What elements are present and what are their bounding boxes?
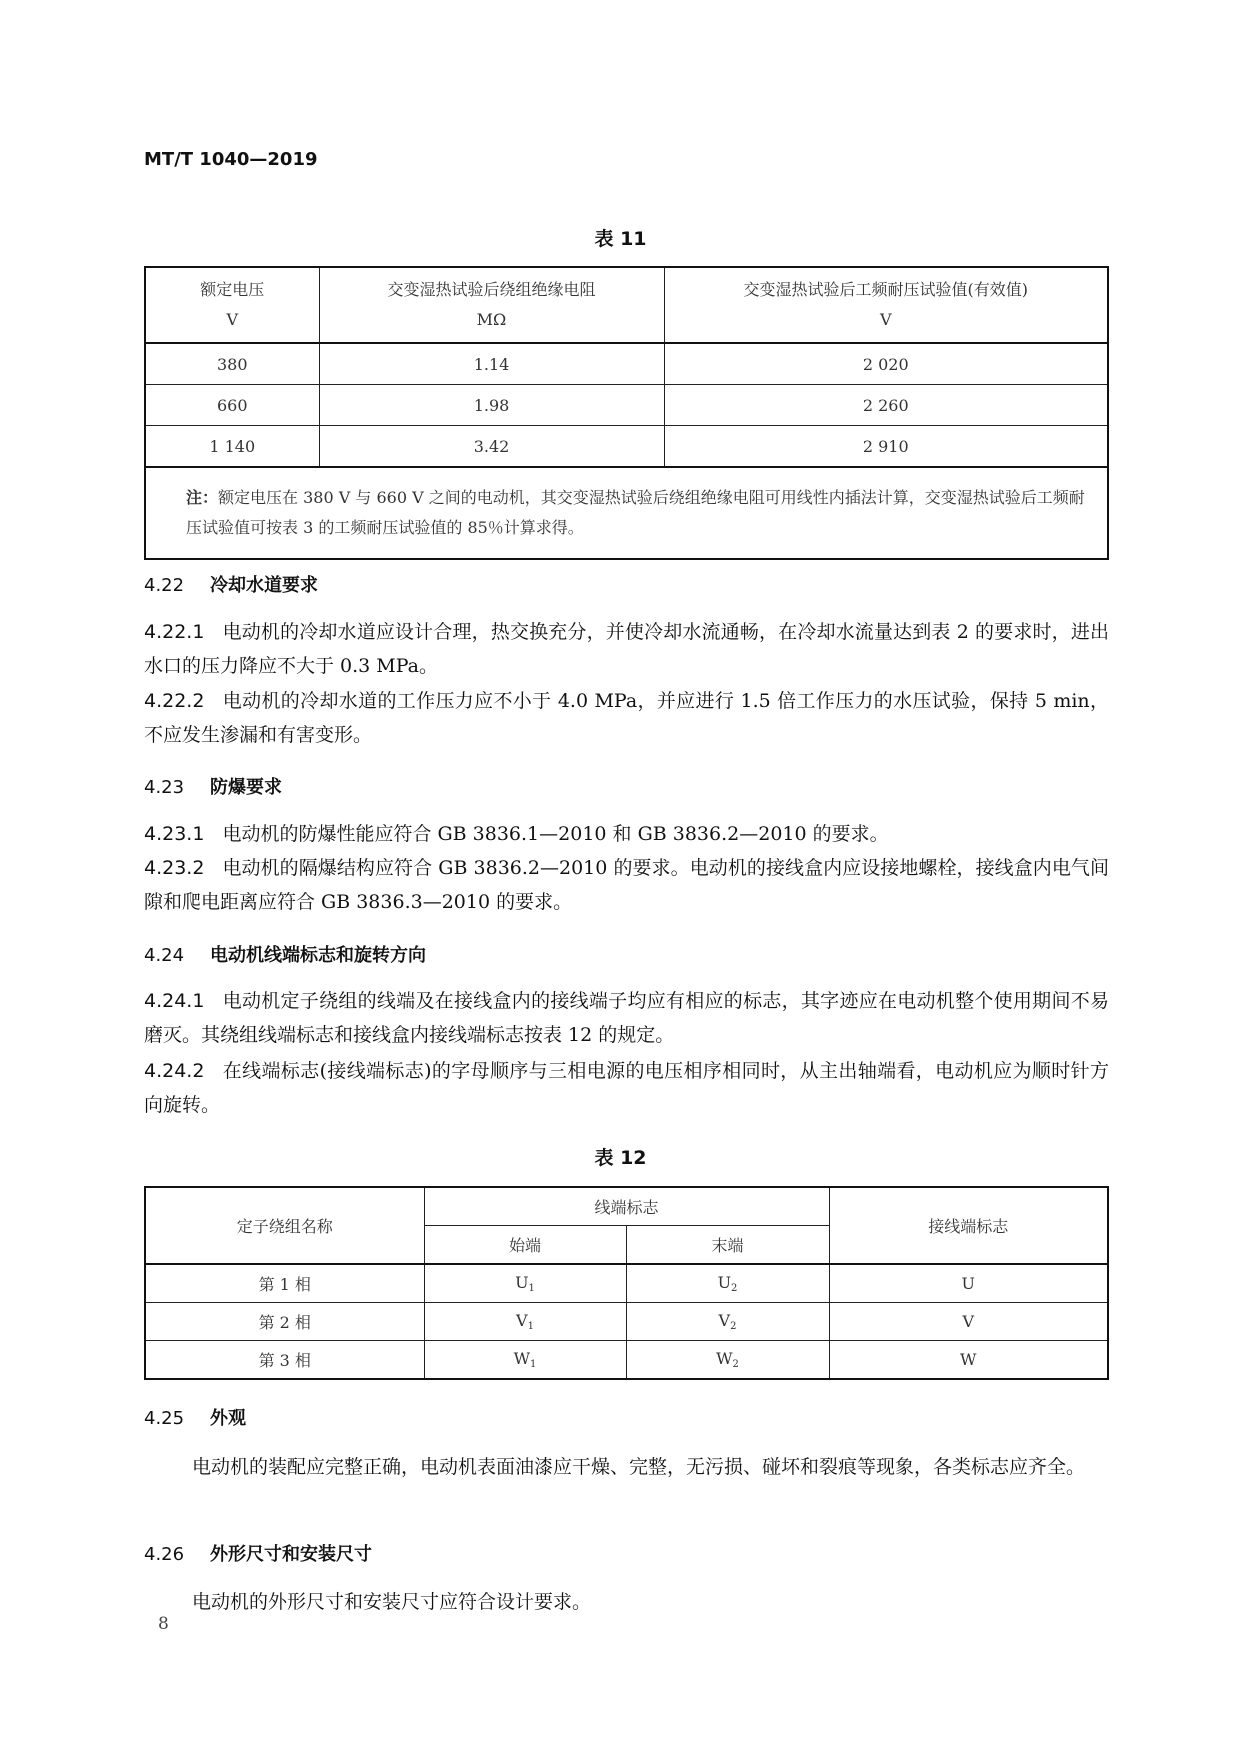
table-row <box>145 1264 1108 1303</box>
table-header-row <box>145 267 1108 343</box>
cell: 380 <box>145 343 319 385</box>
table-11-caption: 表 11 <box>594 228 647 250</box>
header-cell: 定子绕组名称 <box>145 1187 424 1264</box>
paragraph-4-22-2: 4.22.2 电动机的冷却水道的工作压力应不小于 4.0 MPa，并应进行 1.5 倍工作压力的水压试验，保持 5 min，不应发生渗漏和有害变形。 <box>144 690 1109 746</box>
cell: U <box>829 1264 1108 1303</box>
paragraph-4-23-2: 4.23.2 电动机的隔爆结构应符合 GB 3836.2—2010 的要求。电动机的接线盒内应设接地螺栓，接线盒内电气间隙和爬电距离应符合 GB 3836.3—2010 的要求。 <box>144 857 1109 913</box>
section-heading-4-22: 4.22 冷却水道要求 <box>144 575 318 596</box>
cell: 2 020 <box>664 343 1108 385</box>
section-heading-4-23: 4.23 防爆要求 <box>144 777 282 798</box>
cell: $U_1$ <box>424 1264 626 1303</box>
table-row <box>145 426 1108 468</box>
cell: 1 140 <box>145 426 319 468</box>
page-number: 8 <box>158 1614 169 1634</box>
table-header-row <box>145 1187 1108 1226</box>
cell: $W_2$ <box>626 1341 829 1380</box>
header-cell: 末端 <box>626 1226 829 1265</box>
cell: 2 260 <box>664 385 1108 426</box>
table-11 <box>144 266 1109 560</box>
header-cell: 始端 <box>424 1226 626 1265</box>
cell: W <box>829 1341 1108 1380</box>
cell: $V_2$ <box>626 1303 829 1341</box>
header-cell: 交变湿热试验后绕组绝缘电阻 MΩ <box>319 267 664 343</box>
cell: $W_1$ <box>424 1341 626 1380</box>
cell: 1.98 <box>319 385 664 426</box>
cell: 第 2 相 <box>145 1303 424 1341</box>
header-cell: 线端标志 <box>424 1187 829 1226</box>
section-heading-4-25: 4.25 外观 <box>144 1408 246 1429</box>
cell: 3.42 <box>319 426 664 468</box>
table-row <box>145 1341 1108 1380</box>
document-header: MT/T 1040—2019 <box>144 149 318 170</box>
cell: 2 910 <box>664 426 1108 468</box>
paragraph-4-24-2: 4.24.2 在线端标志(接线端标志)的字母顺序与三相电源的电压相序相同时，从主出轴端看，电动机应为顺时针方向旋转。 <box>144 1060 1109 1116</box>
paragraph-4-22-1: 4.22.1 电动机的冷却水道应设计合理，热交换充分，并使冷却水流通畅，在冷却水流量达到表 2 的要求时，进出水口的压力降应不大于 0.3 MPa。 <box>144 621 1109 677</box>
cell: 第 1 相 <box>145 1264 424 1303</box>
paragraph-4-26: 电动机的外形尺寸和安装尺寸应符合设计要求。 <box>192 1591 592 1613</box>
header-cell: 接线端标志 <box>829 1187 1108 1264</box>
header-cell: 额定电压 V <box>145 267 319 343</box>
section-heading-4-24: 4.24 电动机线端标志和旋转方向 <box>144 945 426 966</box>
paragraph-4-25: 电动机的装配应完整正确，电动机表面油漆应干燥、完整，无污损、碰坏和裂痕等现象，各类标志应齐全。 <box>192 1456 1086 1478</box>
table-12-caption: 表 12 <box>594 1147 647 1169</box>
cell: 1.14 <box>319 343 664 385</box>
table-note-row <box>145 467 1108 559</box>
table-note: 注：额定电压在 380 V 与 660 V 之间的电动机，其交变湿热试验后绕组绝缘电阻可用线性内插法计算，交变湿热试验后工频耐压试验值可按表 3 的工频耐压试验值的 85％计算求得。 <box>145 467 1108 559</box>
cell: $U_2$ <box>626 1264 829 1303</box>
paragraph-4-24-1: 4.24.1 电动机定子绕组的线端及在接线盒内的接线端子均应有相应的标志，其字迹应在电动机整个使用期间不易磨灭。其绕组线端标志和接线盒内接线端标志按表 12 的规定。 <box>144 990 1109 1046</box>
header-cell: 交变湿热试验后工频耐压试验值(有效值) V <box>664 267 1108 343</box>
cell: $V_1$ <box>424 1303 626 1341</box>
cell: 第 3 相 <box>145 1341 424 1380</box>
cell: V <box>829 1303 1108 1341</box>
section-heading-4-26: 4.26 外形尺寸和安装尺寸 <box>144 1544 372 1565</box>
paragraph-4-23-1: 4.23.1 电动机的防爆性能应符合 GB 3836.1—2010 和 GB 3836.2—2010 的要求。 <box>144 823 889 845</box>
table-12 <box>144 1186 1109 1380</box>
table-row <box>145 343 1108 385</box>
table-row <box>145 1303 1108 1341</box>
cell: 660 <box>145 385 319 426</box>
table-row <box>145 385 1108 426</box>
